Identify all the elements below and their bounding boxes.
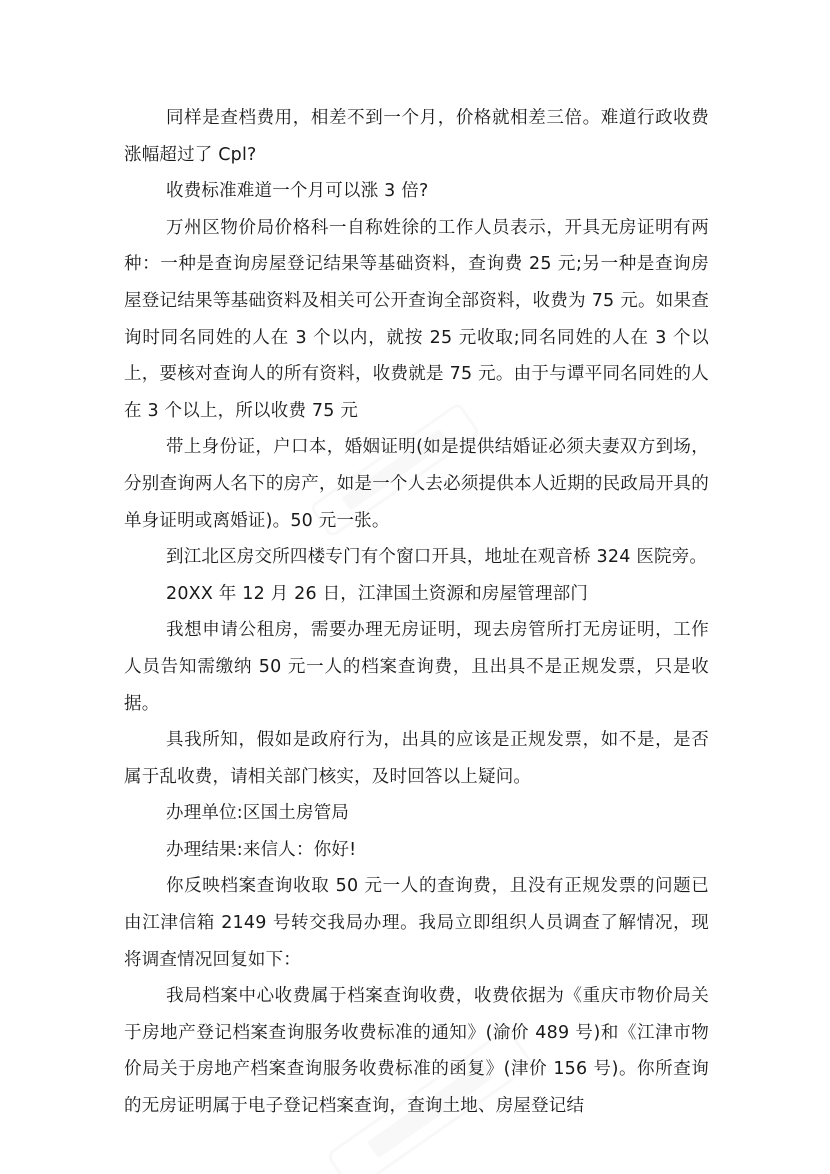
paragraph: 20XX 年 12 月 26 日，江津国土资源和房屋管理部门: [166, 583, 589, 604]
paragraph: 收费标准难道一个月可以涨 3 倍?: [166, 181, 429, 202]
paragraph: 同样是查档费用，相差不到一个月，价格就相差三倍。难道行政收费涨幅超过了 Cpl?: [124, 108, 709, 165]
paragraph: 我局档案中心收费属于档案查询收费，收费依据为《重庆市物价局关于房地产登记档案查询服务收费标准的通知》(渝价 489 号)和《江津市物价局关于房地产档案查询服务收费标准的函复》(津价 156 号)。你所查询的无房证明属于电子登记档案查询，查询土地、房屋登记结: [124, 986, 709, 1117]
paragraph: 办理单位:区国土房管局: [166, 803, 350, 824]
document-body: [124, 100, 709, 1125]
paragraph: 我想申请公租房，需要办理无房证明，现去房管所打无房证明，工作人员告知需缴纳 50 元一人的档案查询费，且出具不是正规发票，只是收据。: [124, 620, 709, 714]
paragraph: 具我所知，假如是政府行为，出具的应该是正规发票，如不是，是否属于乱收费，请相关部门核实，及时回答以上疑问。: [124, 730, 709, 787]
paragraph: 带上身份证，户口本，婚姻证明(如是提供结婚证必须夫妻双方到场，分别查询两人名下的房产，如是一个人去必须提供本人近期的民政局开具的单身证明或离婚证)。50 元一张。: [124, 437, 709, 531]
paragraph: 万州区物价局价格科一自称姓徐的工作人员表示，开具无房证明有两种：一种是查询房屋登记结果等基础资料，查询费 25 元;另一种是查询房屋登记结果等基础资料及相关可公开查询全部资料，收费为 75 元。如果查询时同名同姓的人在 3 个以内，就按 25 元收取;同名同姓的人在 3 个以上，要核对查询人的所有资料，收费就是 75 元。由于与谭平同名同姓的人在 3 个以上，所以收费 75 元: [124, 217, 709, 421]
paragraph: 你反映档案查询收取 50 元一人的查询费，且没有正规发票的问题已由江津信箱 2149 号转交我局办理。我局立即组织人员调查了解情况，现将调查情况回复如下：: [124, 876, 709, 970]
paragraph: 到江北区房交所四楼专门有个窗口开具，地址在观音桥 324 医院旁。: [166, 547, 708, 568]
paragraph: 办理结果:来信人：你好!: [166, 839, 357, 860]
